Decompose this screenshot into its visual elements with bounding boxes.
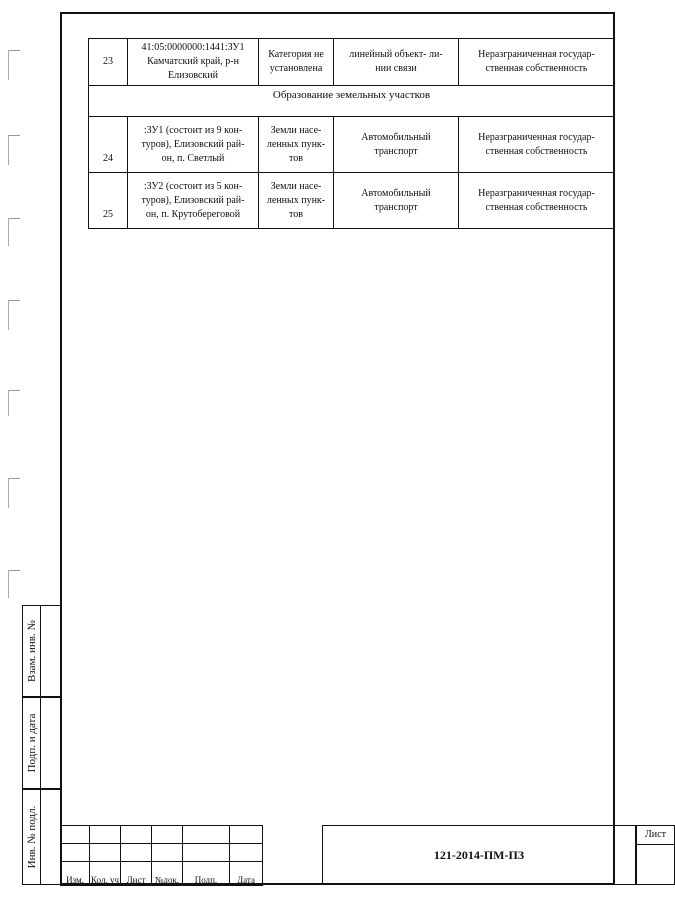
sheet-box [636, 825, 675, 885]
cadastral-cell: 41:05:0000000:1441:ЗУ1 Камчатский край, р-н Елизовский [128, 39, 259, 86]
section-title: Образование земельных участков [89, 86, 615, 117]
side-field-podp: Подп. и дата [22, 697, 60, 789]
title-block [60, 825, 666, 885]
use-cell: линейный объект- ли- нии связи [334, 39, 459, 86]
category-cell: Земли насе- ленных пунк- тов [259, 117, 334, 173]
use-cell: Автомобильный транспорт [334, 117, 459, 173]
land-plots-table [88, 38, 615, 229]
table-row [89, 173, 615, 229]
row-number: 25 [89, 173, 128, 229]
section-row [89, 86, 615, 117]
use-cell: Автомобильный транспорт [334, 173, 459, 229]
table-row [89, 117, 615, 173]
stamp-col-podp: Подп. [183, 862, 230, 886]
stamp-col-ndok: №док. [152, 862, 183, 886]
document-code: 121-2014-ПМ-ПЗ [322, 825, 636, 885]
stamp-col-kol: Кол. уч [90, 862, 121, 886]
side-field-vzam: Взам. инв. № [22, 605, 60, 697]
stamp-col-list: Лист [121, 862, 152, 886]
ownership-cell: Неразграниченная государ- ственная собственность [459, 117, 615, 173]
stamp-col-izm: Изм. [61, 862, 90, 886]
stamp-col-data: Дата [230, 862, 263, 886]
table-row [89, 39, 615, 86]
sheet-label: Лист [637, 826, 674, 845]
ownership-cell: Неразграниченная государ- ственная собственность [459, 173, 615, 229]
cadastral-cell: :ЗУ2 (состоит из 5 кон- туров), Елизовский рай- он, п. Крутобереговой [128, 173, 259, 229]
cadastral-cell: :ЗУ1 (состоит из 9 кон- туров), Елизовский рай- он, п. Светлый [128, 117, 259, 173]
category-cell: Земли насе- ленных пунк- тов [259, 173, 334, 229]
row-number: 23 [89, 39, 128, 86]
category-cell: Категория не установлена [259, 39, 334, 86]
side-field-inv: Инв. № подл. [22, 789, 60, 885]
ownership-cell: Неразграниченная государ- ственная собственность [459, 39, 615, 86]
stamp-grid [60, 825, 263, 886]
binding-margin-marks [8, 40, 22, 600]
row-number: 24 [89, 117, 128, 173]
